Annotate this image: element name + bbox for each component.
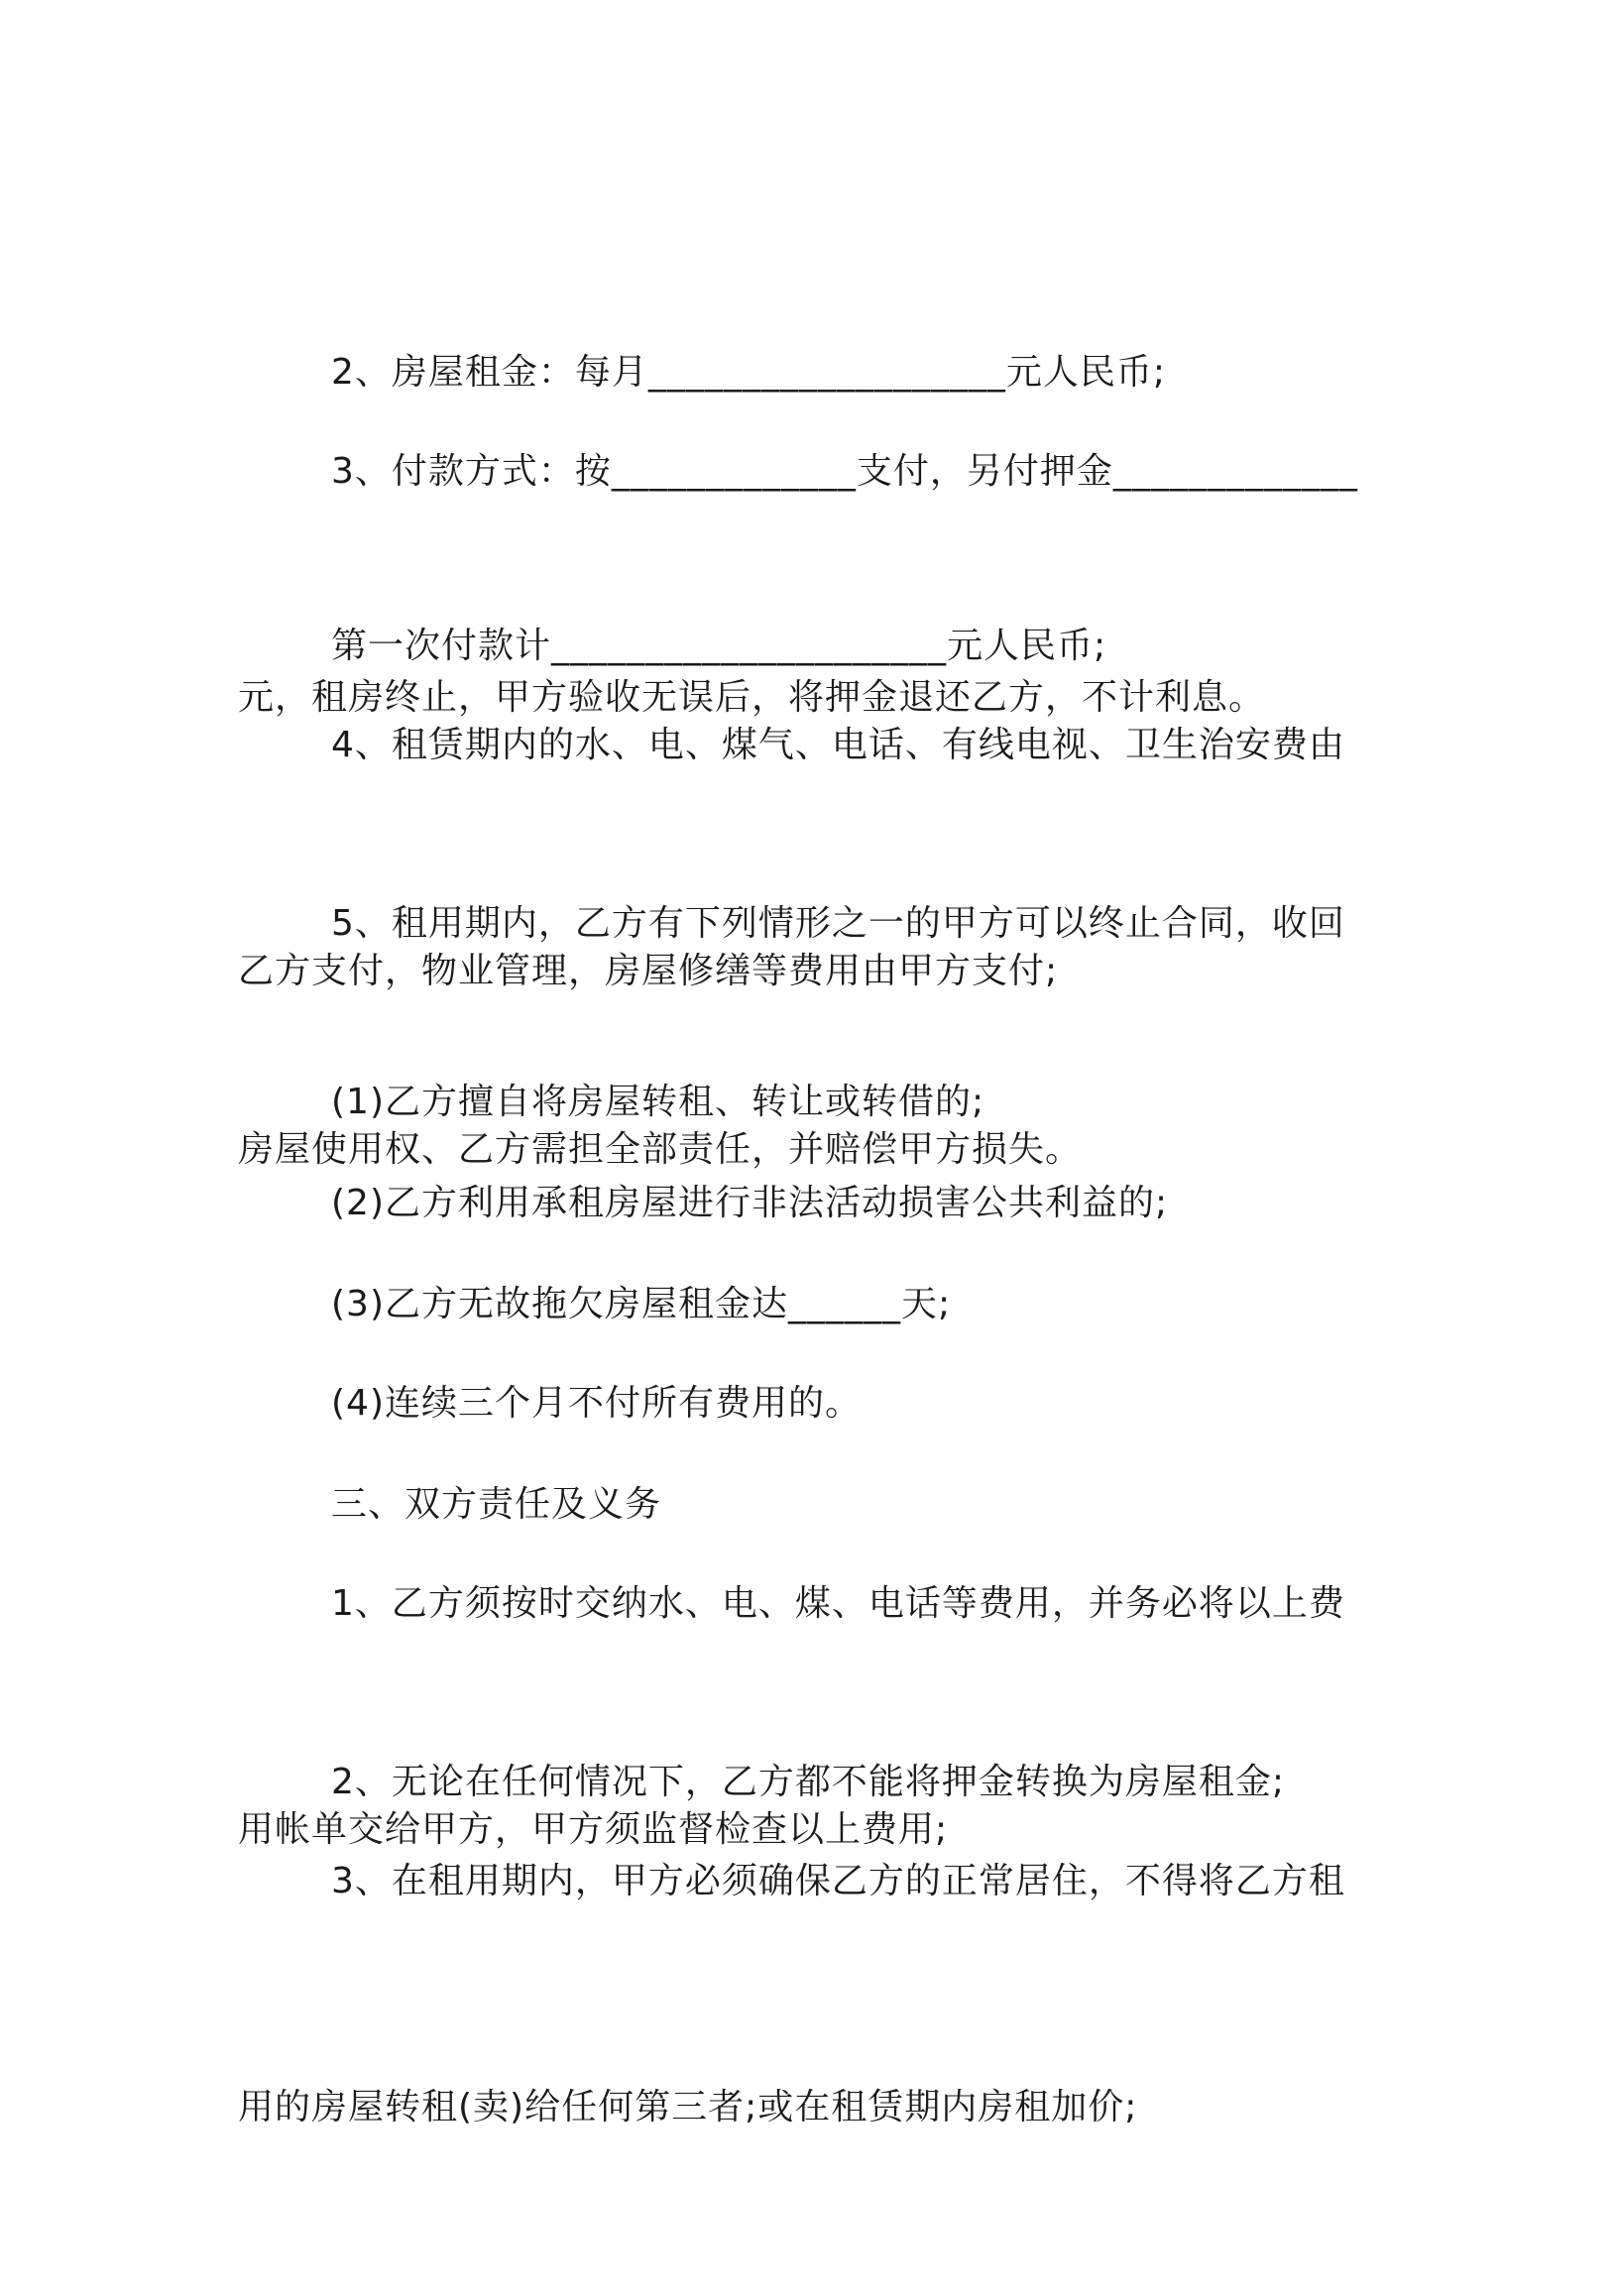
- text-line: 4、租赁期内的水、电、煤气、电话、有线电视、卫生治安费由: [331, 725, 1345, 765]
- text-line: (3)乙方无故拖欠房屋租金达______天;: [331, 1284, 952, 1324]
- text-line: 三、双方责任及义务: [331, 1484, 662, 1525]
- text-line: 用帐单交给甲方，甲方须监督检查以上费用;: [238, 1809, 949, 1850]
- text-line: (1)乙方擅自将房屋转租、转让或转借的;: [331, 1082, 985, 1122]
- text-line: 乙方支付，物业管理，房屋修缮等费用由甲方支付;: [238, 951, 1059, 991]
- text-line: 2、房屋租金：每月___________________元人民币;: [331, 352, 1167, 393]
- text-line: (2)乙方利用承租房屋进行非法活动损害公共利益的;: [331, 1183, 1169, 1223]
- text-line: 元，租房终止，甲方验收无误后，将押金退还乙方，不计利息。: [238, 677, 1266, 718]
- text-line: 3、付款方式：按_____________支付，另付押金_____________: [331, 451, 1358, 492]
- text-line: (4)连续三个月不付所有费用的。: [331, 1383, 862, 1424]
- text-line: 房屋使用权、乙方需担全部责任，并赔偿甲方损失。: [238, 1129, 1083, 1170]
- text-line: 5、租用期内，乙方有下列情形之一的甲方可以终止合同，收回: [331, 903, 1345, 944]
- text-line: 用的房屋转租(卖)给任何第三者;或在租赁期内房租加价;: [238, 2087, 1138, 2127]
- duty-item-3: [238, 1693, 1368, 2296]
- text-line: 3、在租用期内，甲方必须确保乙方的正常居住，不得将乙方租: [331, 1861, 1345, 1901]
- text-line: 1、乙方须按时交纳水、电、煤、电话等费用，并务必将以上费: [331, 1583, 1345, 1624]
- text-line: 2、无论在任何情况下，乙方都不能将押金转换为房屋租金;: [331, 1762, 1286, 1802]
- text-line: 第一次付款计_____________________元人民币;: [331, 626, 1107, 666]
